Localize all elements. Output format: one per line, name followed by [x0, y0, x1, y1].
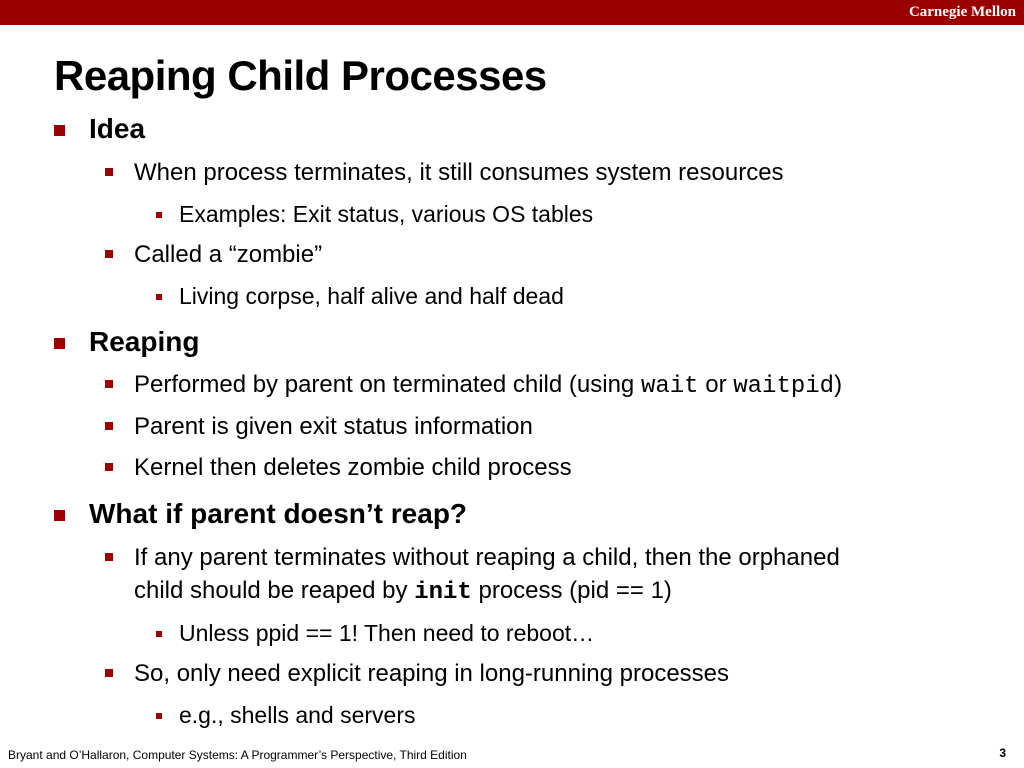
bullet-icon — [105, 250, 113, 258]
header-bar — [0, 0, 1024, 25]
list-subitem: Living corpse, half alive and half dead — [179, 283, 564, 310]
section-heading-idea: Idea — [89, 113, 145, 145]
list-item: Parent is given exit status information — [134, 413, 533, 441]
bullet-icon — [105, 168, 113, 176]
list-item-continuation: child should be reaped by init process (pid == 1) — [134, 577, 672, 606]
bullet-icon — [105, 380, 113, 388]
code-wait: wait — [640, 373, 699, 400]
list-item: So, only need explicit reaping in long-running processes — [134, 660, 729, 688]
brand-label: Carnegie Mellon — [908, 4, 1016, 20]
list-item: Performed by parent on terminated child (using wait or waitpid) — [134, 371, 842, 400]
list-item: When process terminates, it still consumes system resources — [134, 159, 784, 187]
code-init: init — [414, 579, 472, 606]
bullet-icon — [156, 631, 162, 637]
list-item: Called a “zombie” — [134, 241, 322, 269]
bullet-icon — [54, 125, 65, 136]
code-waitpid: waitpid — [733, 373, 835, 400]
bullet-icon — [156, 212, 162, 218]
bullet-icon — [54, 510, 65, 521]
section-heading-reaping: Reaping — [89, 326, 199, 358]
footer-citation: Bryant and O’Hallaron, Computer Systems: A Programmer’s Perspective, Third Edition — [8, 748, 467, 762]
list-item: If any parent terminates without reaping a child, then the orphaned — [134, 544, 840, 572]
bullet-icon — [156, 713, 162, 719]
bullet-icon — [105, 669, 113, 677]
bullet-icon — [105, 463, 113, 471]
bullet-icon — [54, 338, 65, 349]
bullet-icon — [105, 422, 113, 430]
list-subitem: e.g., shells and servers — [179, 702, 416, 729]
bullet-icon — [156, 294, 162, 300]
slide-title: Reaping Child Processes — [54, 52, 547, 99]
list-subitem: Unless ppid == 1! Then need to reboot… — [179, 620, 594, 647]
list-item: Kernel then deletes zombie child process — [134, 454, 572, 482]
list-subitem: Examples: Exit status, various OS tables — [179, 201, 593, 228]
bullet-icon — [105, 553, 113, 561]
section-heading-no-reap: What if parent doesn’t reap? — [89, 498, 467, 530]
page-number: 3 — [999, 746, 1006, 760]
